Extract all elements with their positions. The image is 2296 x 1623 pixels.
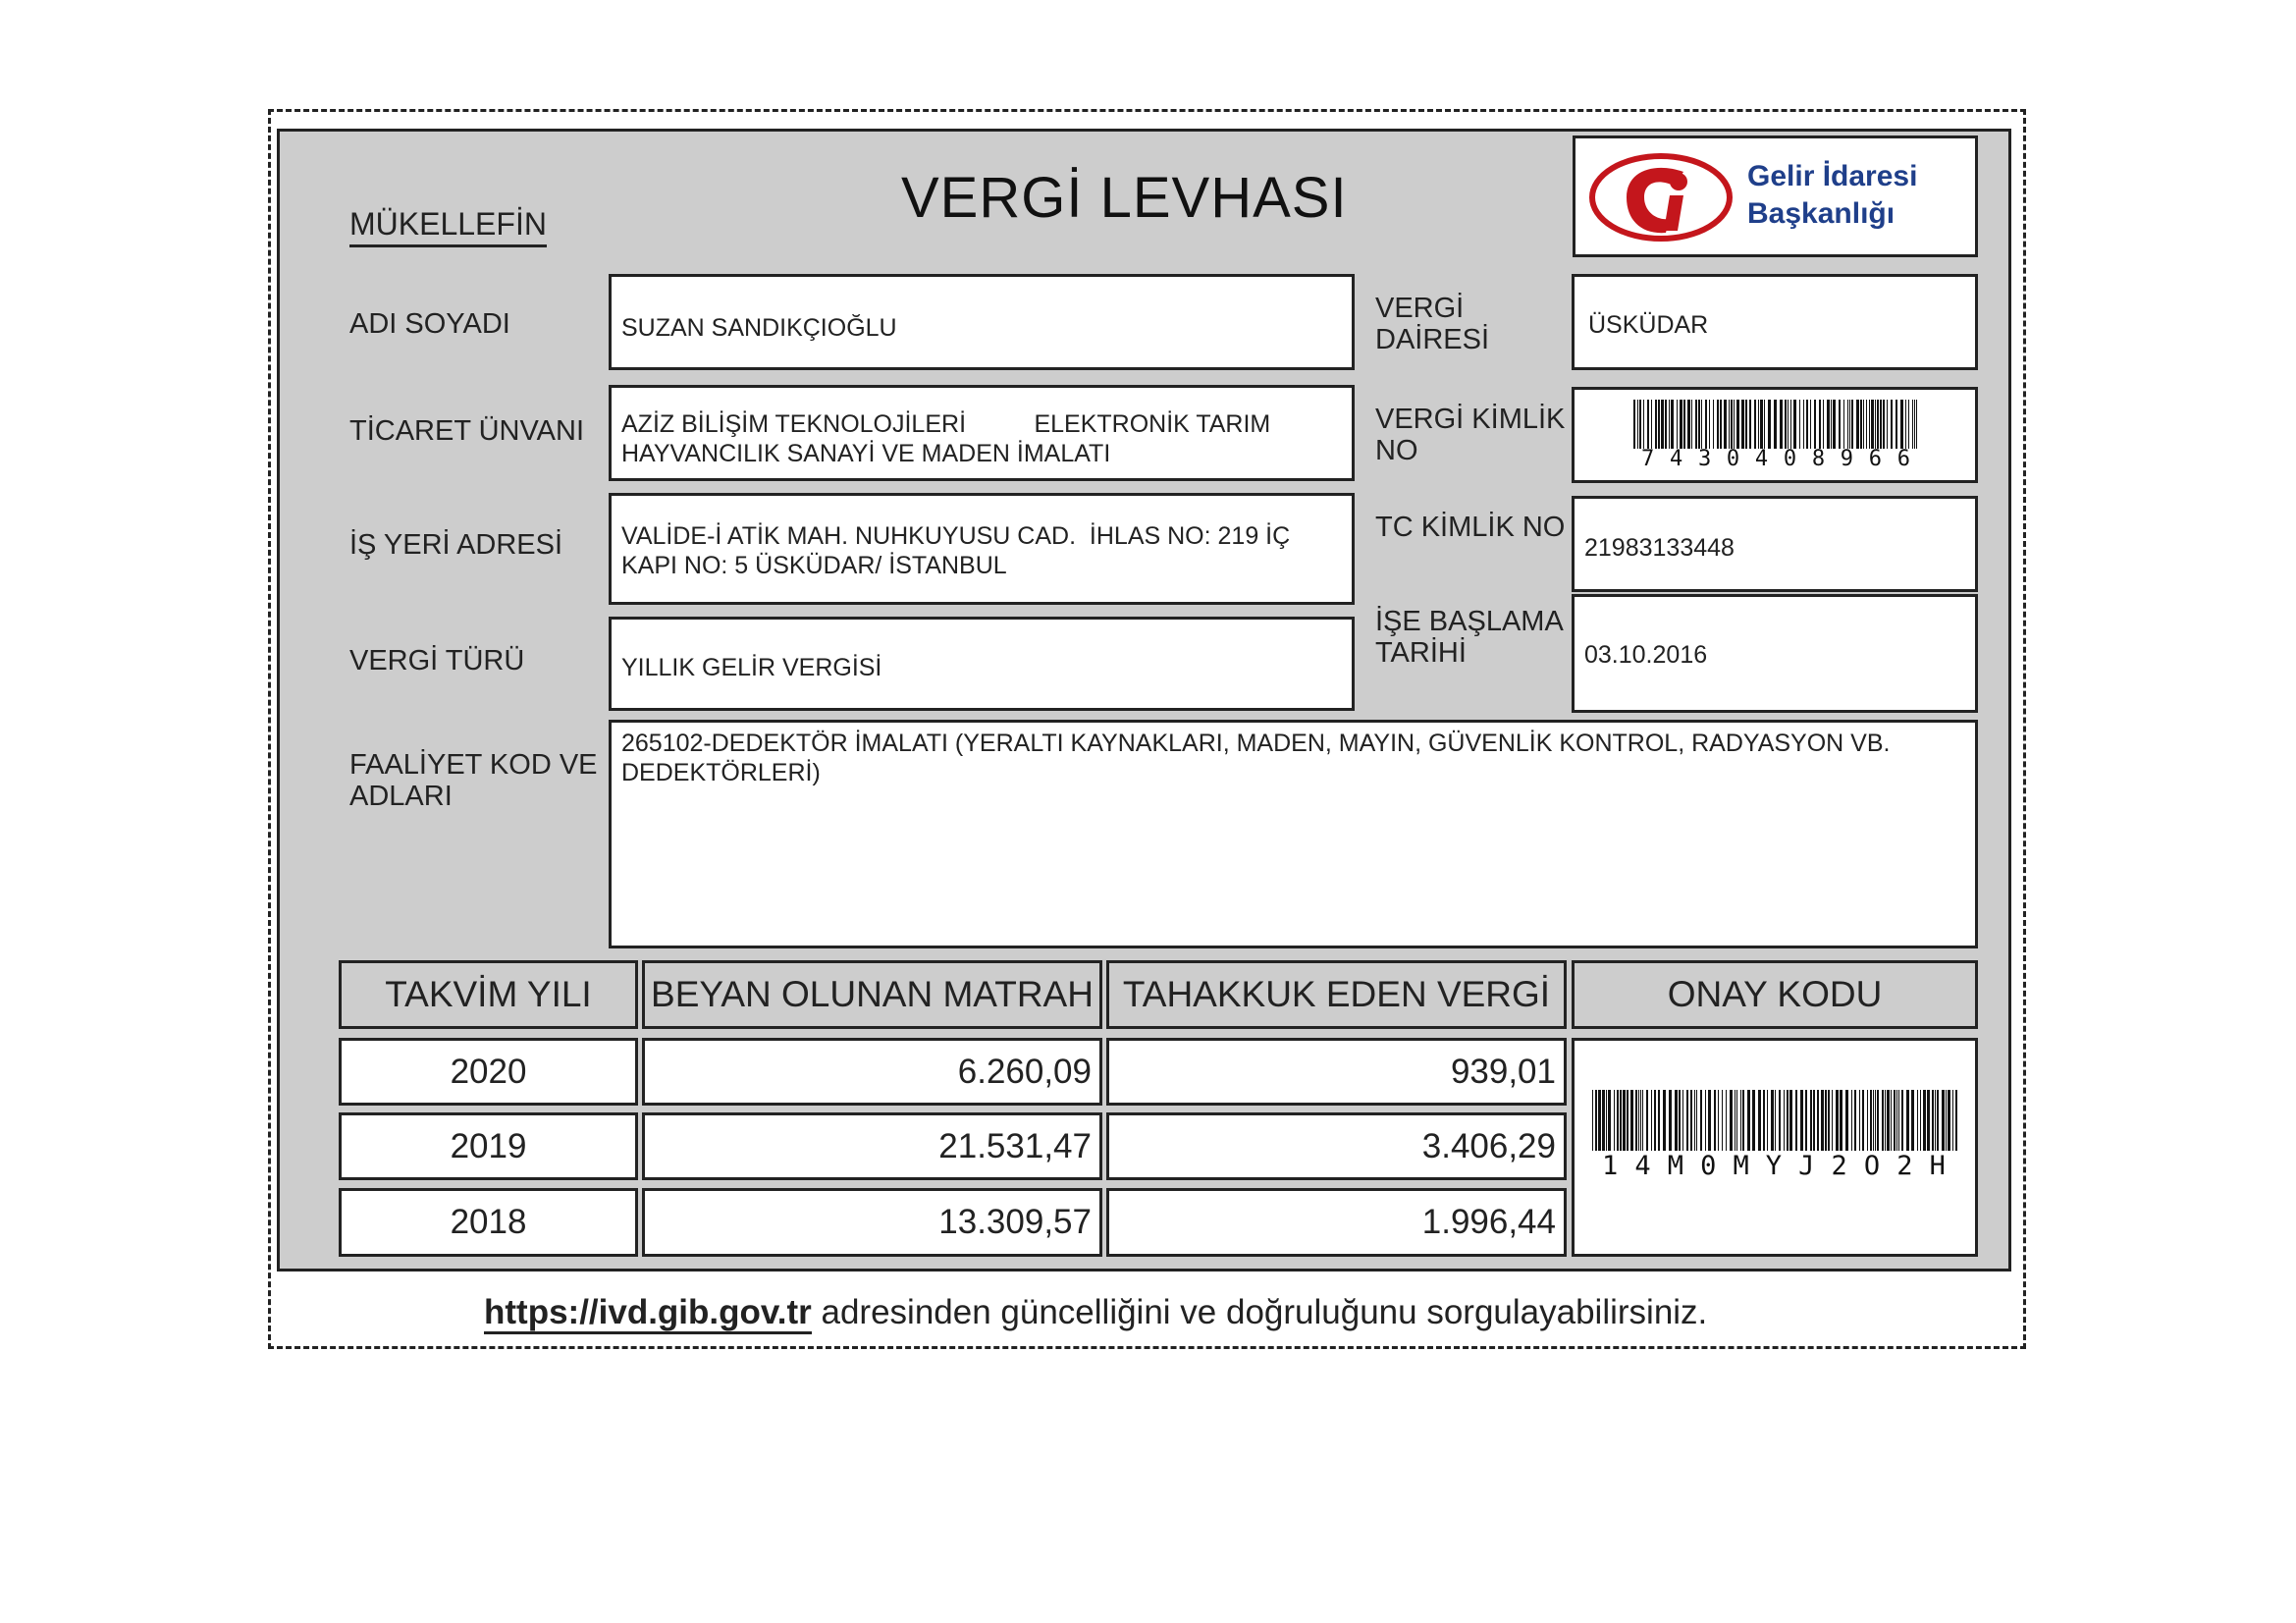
barcode-bar bbox=[1788, 400, 1789, 449]
barcode-bar bbox=[1694, 1090, 1695, 1151]
barcode-bar bbox=[1764, 400, 1765, 449]
barcode-bar bbox=[1722, 1090, 1723, 1151]
barcode-bar bbox=[1896, 400, 1897, 449]
table-cell-matrah: 21.531,47 bbox=[642, 1112, 1102, 1180]
barcode-bar bbox=[1745, 400, 1747, 449]
barcode-bar bbox=[1661, 400, 1664, 449]
barcode-bar bbox=[1695, 400, 1697, 449]
barcode-bar bbox=[1917, 1090, 1918, 1151]
barcode-bar bbox=[1698, 400, 1700, 449]
barcode-bar bbox=[1911, 1090, 1914, 1151]
table-header-matrah: BEYAN OLUNAN MATRAH bbox=[642, 960, 1102, 1029]
barcode-bar bbox=[1877, 1090, 1879, 1151]
barcode-bar bbox=[1758, 400, 1759, 449]
table-cell-vergi: 3.406,29 bbox=[1106, 1112, 1567, 1180]
barcode-bar bbox=[1946, 1090, 1947, 1151]
barcode-bar bbox=[1651, 1090, 1652, 1151]
barcode-bar bbox=[1898, 1090, 1899, 1151]
barcode-bar bbox=[1669, 1090, 1672, 1151]
barcode-bar bbox=[1680, 400, 1682, 449]
page-title: VERGİ LEVHASI bbox=[901, 166, 1348, 230]
barcode-bar bbox=[1839, 400, 1841, 449]
barcode-digit: 7 bbox=[1641, 447, 1655, 471]
barcode-bar bbox=[1643, 400, 1644, 449]
barcode-bar bbox=[1617, 1090, 1619, 1151]
barcode-bar bbox=[1760, 400, 1763, 449]
table-header-vergi: TAHAKKUK EDEN VERGİ bbox=[1106, 960, 1567, 1029]
value-adi-soyadi: SUZAN SANDIKÇIOĞLU bbox=[621, 314, 897, 342]
barcode-bar bbox=[1679, 1090, 1681, 1151]
barcode-bar bbox=[1767, 1090, 1768, 1151]
barcode-bar bbox=[1906, 1090, 1909, 1151]
barcode-bar bbox=[1854, 1090, 1856, 1151]
barcode-bar bbox=[1784, 1090, 1785, 1151]
barcode-bar bbox=[1896, 1090, 1897, 1151]
label-ticaret-unvani: TİCARET ÜNVANI bbox=[349, 415, 585, 447]
barcode-bar bbox=[1749, 400, 1751, 449]
barcode-digit: H bbox=[1929, 1151, 1946, 1181]
barcode-bar bbox=[1620, 1090, 1622, 1151]
barcode-digit: 1 bbox=[1602, 1151, 1619, 1181]
barcode-bar bbox=[1779, 1090, 1781, 1151]
barcode-bar bbox=[1867, 1090, 1868, 1151]
barcode-bar bbox=[1638, 1090, 1639, 1151]
barcode-bar bbox=[1771, 1090, 1774, 1151]
barcode-bar bbox=[1885, 1090, 1886, 1151]
barcode-bar bbox=[1856, 400, 1859, 449]
barcode-digit: 9 bbox=[1840, 447, 1854, 471]
barcode-bar bbox=[1810, 400, 1811, 449]
label-adi-soyadi: ADI SOYADI bbox=[349, 308, 510, 340]
barcode-bar bbox=[1923, 1090, 1926, 1151]
onay-kodu-barcode-digits bbox=[1602, 1151, 1946, 1181]
barcode-bar bbox=[1633, 400, 1635, 449]
gib-i-logo-icon bbox=[1587, 150, 1735, 244]
label-vergi-turu: VERGİ TÜRÜ bbox=[349, 645, 525, 676]
barcode-bar bbox=[1840, 1090, 1842, 1151]
vkn-barcode-icon bbox=[1633, 400, 1918, 449]
footer-note bbox=[484, 1293, 1707, 1332]
barcode-bar bbox=[1705, 400, 1707, 449]
field-is-yeri-adresi bbox=[609, 493, 1355, 605]
barcode-bar bbox=[1793, 400, 1796, 449]
barcode-bar bbox=[1663, 1090, 1666, 1151]
value-faaliyet-line2: DEDEKTÖRLERİ) bbox=[621, 759, 821, 786]
barcode-bar bbox=[1736, 1090, 1737, 1151]
barcode-bar bbox=[1821, 1090, 1824, 1151]
barcode-bar bbox=[1637, 400, 1638, 449]
label-vergi-kimlik-no: VERGİ KİMLİK NO bbox=[1375, 404, 1566, 466]
barcode-bar bbox=[1806, 400, 1808, 449]
barcode-bar bbox=[1731, 400, 1733, 449]
barcode-bar bbox=[1752, 1090, 1755, 1151]
table-cell-year: 2019 bbox=[339, 1112, 638, 1180]
barcode-bar bbox=[1831, 400, 1832, 449]
barcode-bar bbox=[1882, 1090, 1884, 1151]
barcode-digit: 4 bbox=[1754, 447, 1769, 471]
barcode-bar bbox=[1908, 400, 1909, 449]
field-tc-kimlik-no bbox=[1572, 496, 1978, 592]
barcode-bar bbox=[1863, 400, 1864, 449]
label-faaliyet: FAALİYET KOD VE ADLARI bbox=[349, 749, 598, 812]
barcode-bar bbox=[1800, 1090, 1803, 1151]
barcode-bar bbox=[1747, 1090, 1750, 1151]
barcode-digit: 2 bbox=[1831, 1151, 1847, 1181]
barcode-bar bbox=[1720, 400, 1722, 449]
barcode-bar bbox=[1730, 1090, 1733, 1151]
barcode-digit: J bbox=[1798, 1151, 1815, 1181]
barcode-bar bbox=[1696, 1090, 1697, 1151]
vkn-barcode-digits bbox=[1641, 447, 1910, 471]
label-vergi-dairesi: VERGİ DAİRESİ bbox=[1375, 293, 1490, 355]
barcode-bar bbox=[1669, 400, 1670, 449]
barcode-bar bbox=[1828, 1090, 1830, 1151]
barcode-bar bbox=[1887, 400, 1888, 449]
barcode-bar bbox=[1805, 1090, 1807, 1151]
barcode-bar bbox=[1758, 1090, 1761, 1151]
barcode-bar bbox=[1955, 1090, 1957, 1151]
barcode-digit: 4 bbox=[1634, 1151, 1651, 1181]
barcode-bar bbox=[1860, 400, 1862, 449]
onay-kodu-barcode-icon bbox=[1592, 1090, 1959, 1151]
barcode-bar bbox=[1655, 400, 1657, 449]
field-vergi-dairesi bbox=[1572, 274, 1978, 370]
value-vergi-dairesi: ÜSKÜDAR bbox=[1588, 311, 1709, 339]
barcode-bar bbox=[1891, 1090, 1892, 1151]
barcode-bar bbox=[1799, 400, 1800, 449]
barcode-bar bbox=[1608, 1090, 1611, 1151]
barcode-bar bbox=[1630, 1090, 1633, 1151]
field-ise-baslama-tarihi bbox=[1572, 594, 1978, 713]
barcode-bar bbox=[1942, 1090, 1945, 1151]
barcode-digit: 6 bbox=[1868, 447, 1882, 471]
barcode-bar bbox=[1627, 1090, 1629, 1151]
table-cell-matrah: 13.309,57 bbox=[642, 1188, 1102, 1257]
barcode-bar bbox=[1734, 400, 1735, 449]
barcode-bar bbox=[1717, 400, 1719, 449]
barcode-bar bbox=[1891, 400, 1893, 449]
barcode-bar bbox=[1651, 400, 1652, 449]
barcode-bar bbox=[1729, 400, 1730, 449]
barcode-bar bbox=[1851, 400, 1853, 449]
barcode-bar bbox=[1592, 1090, 1593, 1151]
table-header-takvim-yili: TAKVİM YILI bbox=[339, 960, 638, 1029]
barcode-bar bbox=[1785, 400, 1787, 449]
barcode-bar bbox=[1602, 1090, 1605, 1151]
label-ise-baslama: İŞE BAŞLAMA TARİHİ bbox=[1375, 606, 1564, 669]
barcode-bar bbox=[1691, 400, 1692, 449]
barcode-digit: O bbox=[1863, 1151, 1881, 1181]
barcode-bar bbox=[1810, 1090, 1812, 1151]
table-cell-year: 2018 bbox=[339, 1188, 638, 1257]
barcode-bar bbox=[1640, 1090, 1641, 1151]
barcode-bar bbox=[1671, 400, 1674, 449]
barcode-bar bbox=[1912, 400, 1913, 449]
barcode-bar bbox=[1598, 1090, 1601, 1151]
barcode-digit: 0 bbox=[1783, 447, 1797, 471]
barcode-bar bbox=[1935, 1090, 1936, 1151]
barcode-bar bbox=[1654, 1090, 1656, 1151]
value-faaliyet-line1: 265102-DEDEKTÖR İMALATI (YERALTI KAYNAKLARI, MADEN, MAYIN, GÜVENLİK KONTROL, RADYASYON VB. bbox=[621, 730, 1891, 757]
barcode-bar bbox=[1740, 1090, 1741, 1151]
barcode-bar bbox=[1595, 1090, 1597, 1151]
barcode-bar bbox=[1870, 1090, 1872, 1151]
barcode-bar bbox=[1875, 1090, 1876, 1151]
barcode-bar bbox=[1843, 400, 1844, 449]
table-cell-vergi: 1.996,44 bbox=[1106, 1188, 1567, 1257]
label-tc-kimlik-no: TC KİMLİK NO bbox=[1375, 512, 1566, 543]
field-adi-soyadi bbox=[609, 274, 1355, 370]
barcode-bar bbox=[1952, 1090, 1953, 1151]
barcode-bar bbox=[1614, 1090, 1615, 1151]
barcode-bar bbox=[1768, 400, 1771, 449]
barcode-bar bbox=[1937, 1090, 1939, 1151]
barcode-bar bbox=[1687, 400, 1690, 449]
barcode-bar bbox=[1883, 400, 1885, 449]
value-vergi-turu: YILLIK GELİR VERGİSİ bbox=[621, 654, 882, 681]
barcode-bar bbox=[1932, 1090, 1934, 1151]
barcode-bar bbox=[1646, 1090, 1648, 1151]
barcode-digit: 0 bbox=[1700, 1151, 1717, 1181]
table-cell-matrah: 6.260,09 bbox=[642, 1038, 1102, 1106]
field-vergi-turu bbox=[609, 617, 1355, 711]
barcode-bar bbox=[1790, 400, 1791, 449]
barcode-bar bbox=[1705, 1090, 1706, 1151]
barcode-digit: 0 bbox=[1726, 447, 1740, 471]
barcode-bar bbox=[1708, 1090, 1711, 1151]
barcode-bar bbox=[1859, 1090, 1860, 1151]
barcode-bar bbox=[1819, 400, 1821, 449]
onay-kodu-cell bbox=[1572, 1038, 1978, 1257]
barcode-digit: 6 bbox=[1896, 447, 1910, 471]
barcode-bar bbox=[1763, 1090, 1765, 1151]
barcode-bar bbox=[1718, 1090, 1719, 1151]
barcode-bar bbox=[1683, 400, 1685, 449]
field-faaliyet bbox=[609, 720, 1978, 948]
value-adres-line1: VALİDE-İ ATİK MAH. NUHKUYUSU CAD. İHLAS NO: 219 İÇ bbox=[621, 522, 1291, 550]
barcode-digit: M bbox=[1733, 1151, 1749, 1181]
barcode-bar bbox=[1714, 1090, 1716, 1151]
barcode-bar bbox=[1869, 400, 1870, 449]
barcode-bar bbox=[1875, 400, 1876, 449]
barcode-bar bbox=[1736, 400, 1739, 449]
barcode-bar bbox=[1780, 400, 1783, 449]
barcode-bar bbox=[1851, 1090, 1852, 1151]
value-tc-kimlik-no: 21983133448 bbox=[1584, 534, 1735, 562]
barcode-digit: 2 bbox=[1896, 1151, 1913, 1181]
barcode-bar bbox=[1914, 400, 1915, 449]
barcode-bar bbox=[1639, 400, 1641, 449]
barcode-bar bbox=[1623, 1090, 1626, 1151]
barcode-bar bbox=[1845, 1090, 1848, 1151]
footer-url-link[interactable]: https://ivd.gib.gov.tr bbox=[484, 1293, 812, 1334]
barcode-bar bbox=[1709, 400, 1710, 449]
barcode-bar bbox=[1813, 1090, 1815, 1151]
barcode-bar bbox=[1814, 400, 1816, 449]
barcode-bar bbox=[1787, 1090, 1789, 1151]
barcode-bar bbox=[1741, 400, 1744, 449]
value-ticaret-unvani-line2: HAYVANCILIK SANAYİ VE MADEN İMALATI bbox=[621, 440, 1111, 467]
barcode-bar bbox=[1873, 1090, 1874, 1151]
barcode-bar bbox=[1847, 400, 1848, 449]
barcode-bar bbox=[1948, 1090, 1950, 1151]
barcode-bar bbox=[1833, 400, 1836, 449]
barcode-bar bbox=[1827, 400, 1830, 449]
barcode-bar bbox=[1887, 1090, 1890, 1151]
barcode-bar bbox=[1713, 400, 1714, 449]
barcode-bar bbox=[1871, 400, 1874, 449]
barcode-bar bbox=[1866, 400, 1867, 449]
barcode-bar bbox=[1665, 400, 1667, 449]
value-ise-baslama-tarihi: 03.10.2016 bbox=[1584, 641, 1708, 669]
barcode-bar bbox=[1647, 400, 1649, 449]
barcode-bar bbox=[1658, 1090, 1660, 1151]
barcode-bar bbox=[1862, 1090, 1864, 1151]
barcode-bar bbox=[1927, 1090, 1930, 1151]
barcode-bar bbox=[1825, 1090, 1827, 1151]
barcode-bar bbox=[1690, 1090, 1692, 1151]
gib-logo bbox=[1573, 135, 1978, 257]
barcode-bar bbox=[1742, 1090, 1744, 1151]
barcode-bar bbox=[1894, 1090, 1896, 1151]
field-ticaret-unvani bbox=[609, 385, 1355, 481]
barcode-bar bbox=[1658, 400, 1660, 449]
barcode-bar bbox=[1701, 400, 1702, 449]
table-cell-year: 2020 bbox=[339, 1038, 638, 1106]
barcode-bar bbox=[1789, 1090, 1792, 1151]
barcode-digit: 8 bbox=[1811, 447, 1826, 471]
barcode-bar bbox=[1726, 1090, 1727, 1151]
barcode-digit: 4 bbox=[1669, 447, 1683, 471]
barcode-bar bbox=[1700, 1090, 1702, 1151]
barcode-bar bbox=[1606, 1090, 1607, 1151]
field-vergi-kimlik-no bbox=[1572, 387, 1978, 483]
barcode-bar bbox=[1817, 1090, 1819, 1151]
logo-line2: Başkanlığı bbox=[1747, 197, 1896, 230]
value-ticaret-unvani-line1: AZİZ BİLİŞİM TEKNOLOJİLERİ ELEKTRONİK TARIM bbox=[621, 410, 1271, 438]
barcode-bar bbox=[1916, 400, 1917, 449]
barcode-bar bbox=[1724, 400, 1727, 449]
barcode-bar bbox=[1635, 1090, 1637, 1151]
barcode-bar bbox=[1832, 1090, 1833, 1151]
table-header-onay-kodu: ONAY KODU bbox=[1572, 960, 1978, 1029]
barcode-bar bbox=[1677, 400, 1678, 449]
value-adres-line2: KAPI NO: 5 ÜSKÜDAR/ İSTANBUL bbox=[621, 552, 1007, 579]
barcode-bar bbox=[1877, 400, 1879, 449]
barcode-bar bbox=[1775, 1090, 1776, 1151]
barcode-bar bbox=[1686, 1090, 1688, 1151]
footer-text: adresinden güncelliğini ve doğruluğunu sorgulayabilirsiniz. bbox=[811, 1293, 1708, 1331]
barcode-digit: Y bbox=[1765, 1151, 1783, 1181]
barcode-bar bbox=[1849, 400, 1850, 449]
barcode-digit: 3 bbox=[1697, 447, 1712, 471]
barcode-bar bbox=[1900, 400, 1903, 449]
barcode-bar bbox=[1642, 1090, 1643, 1151]
barcode-bar bbox=[1880, 400, 1882, 449]
barcode-digit: M bbox=[1667, 1151, 1683, 1181]
barcode-bar bbox=[1823, 400, 1824, 449]
section-label: MÜKELLEFİN bbox=[349, 206, 547, 247]
barcode-bar bbox=[1905, 400, 1906, 449]
barcode-bar bbox=[1754, 400, 1756, 449]
barcode-bar bbox=[1682, 1090, 1683, 1151]
barcode-bar bbox=[1675, 1090, 1678, 1151]
barcode-bar bbox=[1795, 1090, 1797, 1151]
barcode-bar bbox=[1920, 1090, 1921, 1151]
barcode-bar bbox=[1836, 1090, 1839, 1151]
barcode-bar bbox=[1774, 400, 1777, 449]
label-is-yeri-adresi: İŞ YERİ ADRESİ bbox=[349, 529, 563, 561]
table-cell-vergi: 939,01 bbox=[1106, 1038, 1567, 1106]
logo-line1: Gelir İdaresi bbox=[1747, 160, 1918, 192]
barcode-bar bbox=[1901, 1090, 1903, 1151]
barcode-bar bbox=[1803, 400, 1804, 449]
